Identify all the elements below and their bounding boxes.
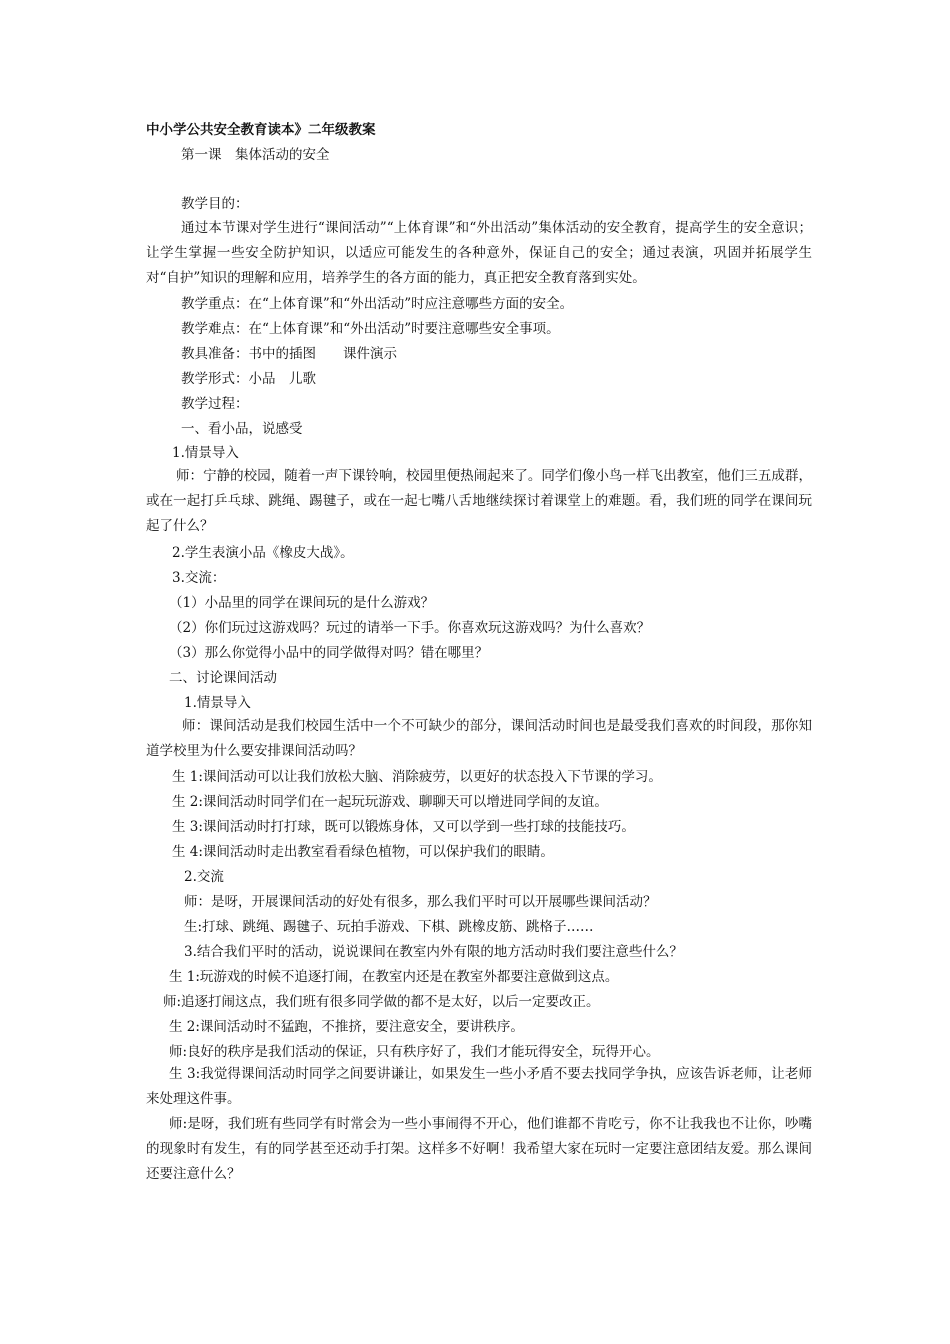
question-2: （2）你们玩过这游戏吗？玩过的请举一下手。你喜欢玩这游戏吗？为什么喜欢？: [169, 620, 651, 636]
student-answer-3: 生 3:课间活动时打打球，既可以锻炼身体，又可以学到一些打球的技能技巧。: [172, 819, 635, 835]
section-1-step-2: 2.学生表演小品《橡皮大战》。: [172, 545, 354, 561]
section-2-step-3: 3.结合我们平时的活动，说说课间在教室内外有限的地方活动时我们要注意些什么？: [184, 944, 683, 960]
dialogue-student-3: 生 3:我觉得课间活动时同学之间要讲谦让，如果发生一些小矛盾不要去找同学争执，应该告诉老师，让老师来处理这件事。: [146, 1066, 812, 1107]
student-answer-4: 生 4:课间活动时走出教室看看绿色植物，可以保护我们的眼睛。: [172, 844, 554, 860]
student-answer-2: 生 2:课间活动时同学们在一起玩玩游戏、聊聊天可以增进同学间的友谊。: [172, 794, 608, 810]
teacher-question: 师：是呀，开展课间活动的好处有很多，那么我们平时可以开展哪些课间活动？: [184, 894, 657, 910]
materials: 教具准备：书中的插图 课件演示: [181, 346, 397, 362]
lesson-title: 第一课 集体活动的安全: [181, 147, 330, 163]
document-title: 中小学公共安全教育读本》二年级教案: [146, 122, 376, 138]
teaching-process: 教学过程：: [181, 396, 249, 412]
section-2-heading: 二、讨论课间活动: [169, 670, 277, 686]
question-1: （1）小品里的同学在课间玩的是什么游戏？: [169, 595, 435, 611]
section-1-step-1: 1.情景导入: [172, 445, 239, 461]
dialogue-student-1: 生 1:玩游戏的时候不追逐打闹，在教室内还是在教室外都要注意做到这点。: [169, 969, 619, 985]
dialogue-student-2: 生 2:课间活动时不猛跑，不推挤，要注意安全，要讲秩序。: [169, 1019, 524, 1035]
section-1-teacher-paragraph: 师：宁静的校园，随着一声下课铃响，校园里便热闹起来了。同学们像小鸟一样飞出教室，他们三五成群，或在一起打乒乓球、跳绳、踢毽子，或在一起七嘴八舌地继续探讨着课堂上的难题。看，我们班的同学在课间玩起了什么？: [146, 468, 812, 534]
difficult-point: 教学难点：在“上体育课”和“外出活动”时要注意哪些安全事项。: [181, 321, 560, 337]
section-1-heading: 一、看小品，说感受: [181, 421, 303, 437]
section-2-step-2: 2.交流: [184, 869, 224, 885]
section-2-teacher-paragraph: 师：课间活动是我们校园生活中一个不可缺少的部分，课间活动时间也是最受我们喜欢的时间段，那你知道学校里为什么要安排课间活动吗？: [146, 718, 812, 759]
students-activities: 生:打球、跳绳、踢毽子、玩拍手游戏、下棋、跳橡皮筋、跳格子……: [184, 919, 594, 935]
dialogue-teacher-3: 师:是呀，我们班有些同学有时常会为一些小事闹得不开心，他们谁都不肯吃亏，你不让我我也不让你，吵嘴的现象时有发生，有的同学甚至还动手打架。这样多不好啊！我希望大家在玩时一定要注意团结友爱。那么课间还要注意什么？: [146, 1116, 812, 1182]
dialogue-teacher-2: 师:良好的秩序是我们活动的保证，只有秩序好了，我们才能玩得安全，玩得开心。: [169, 1044, 660, 1060]
dialogue-teacher-1: 师:追逐打闹这点，我们班有很多同学做的都不是太好，以后一定要改正。: [163, 994, 600, 1010]
objective-label: 教学目的：: [181, 196, 249, 212]
objective-paragraph: 通过本节课对学生进行“课间活动”“上体育课”和“外出活动”集体活动的安全教育，提高学生的安全意识；让学生掌握一些安全防护知识，以适应可能发生的各种意外，保证自己的安全；通过表演，巩固并拓展学生对“自护”知识的理解和应用，培养学生的各方面的能力，真正把安全教育落到实处。: [146, 220, 812, 286]
key-point: 教学重点：在“上体育课”和“外出活动”时应注意哪些方面的安全。: [181, 296, 574, 312]
student-answer-1: 生 1:课间活动可以让我们放松大脑、消除疲劳，以更好的状态投入下节课的学习。: [172, 769, 662, 785]
section-2-step-1: 1.情景导入: [184, 695, 251, 711]
section-1-step-3: 3.交流：: [172, 570, 226, 586]
question-3: （3）那么你觉得小品中的同学做得对吗？错在哪里？: [169, 645, 489, 661]
teaching-form: 教学形式：小品 儿歌: [181, 371, 316, 387]
